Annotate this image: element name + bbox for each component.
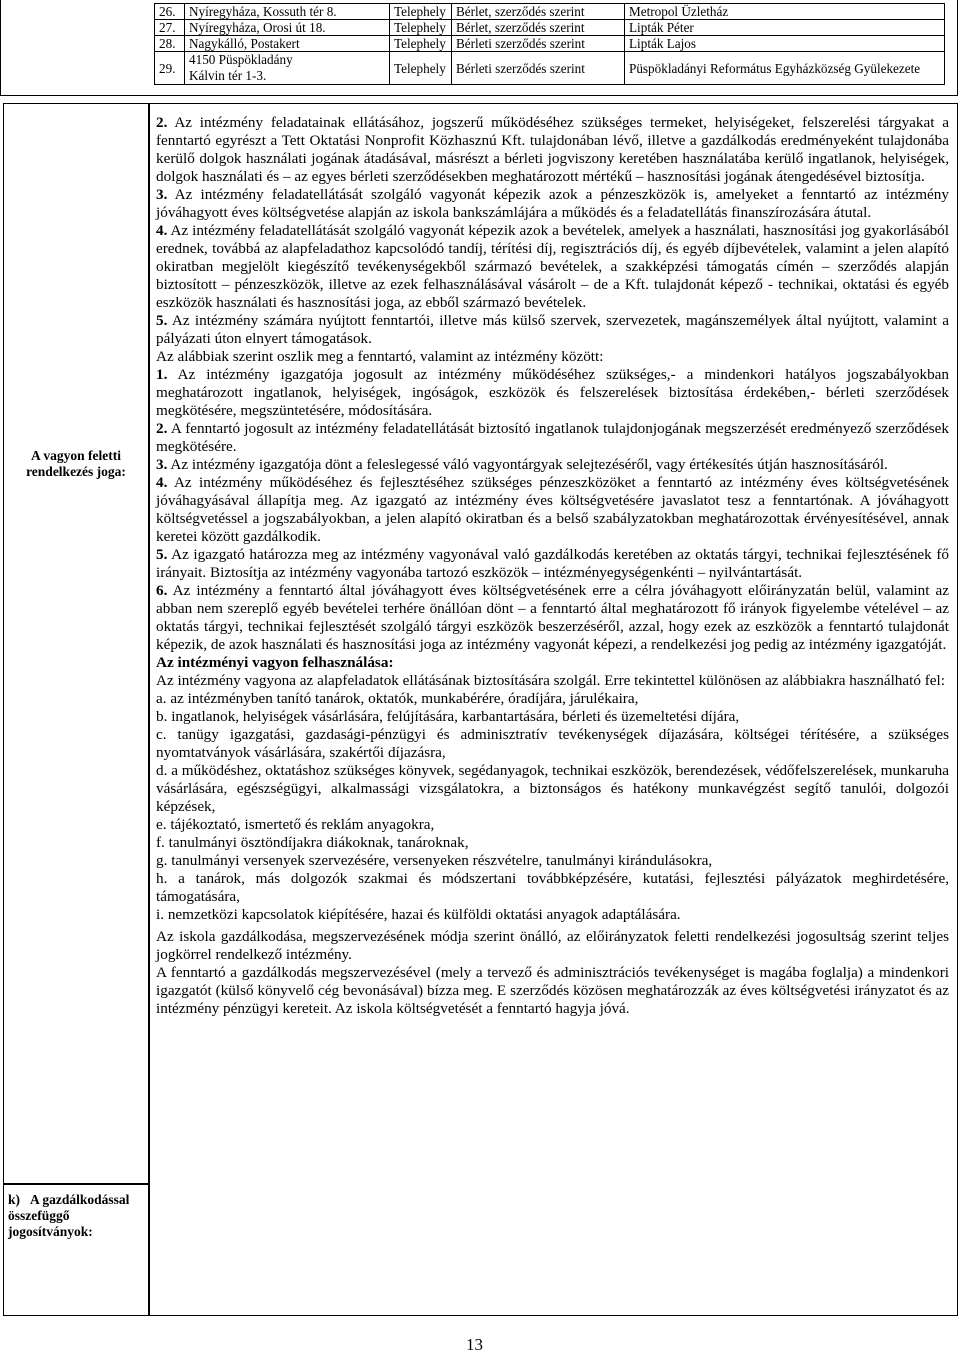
paragraph-number: 4. <box>156 474 168 491</box>
content-column <box>156 114 949 1018</box>
list-item: a. az intézményben tanító tanárok, oktatók, munkabérére, óradíjára, járulékaira, <box>156 690 639 707</box>
row-owner: Lipták Péter <box>625 20 945 36</box>
paragraph-number: 3. <box>156 456 168 473</box>
row-number: 28. <box>155 36 185 52</box>
paragraph-text: A fenntartó jogosult az intézmény feladatellátását biztosító ingatlanok tulajdonjogának megszerzését eredményező szerződések megkötésére. <box>156 420 949 455</box>
paragraph-text: Az intézmény feladatellátását szolgáló vagyonát képezik azok a pénzeszközök is, amelyeket a fenntartó az intézmény jóváhagyott éves költségvetése alapján az iskola bankszámlájára a működés és a feladatellátás finanszírozására átutal. <box>156 186 949 221</box>
paragraph-text: Az igazgató határozza meg az intézmény vagyonával való gazdálkodás keretében az oktatás tárgyi, technikai fejlesztésének fő irányait. Biztosítja az intézmény vagyonába tartozó eszközök – intézményegységenkénti – nyilvántartását. <box>156 546 949 581</box>
list-item: i. nemzetközi kapcsolatok kiépítésére, hazai és külföldi oktatási anyagok adaptálására. <box>156 906 681 923</box>
paragraph-number: 1. <box>156 366 168 383</box>
column-divider <box>148 103 150 1316</box>
table-row <box>155 52 945 85</box>
list-item: g. tanulmányi versenyek szervezésére, versenyeken részvételre, tanulmányi kirándulásokra, <box>156 852 713 869</box>
row-contract: Bérleti szerződés szerint <box>452 36 625 52</box>
paragraph-text: Az intézmény a fenntartó által jóváhagyott éves költségvetésének erre a célra jóváhagyott előirányzatán belül, valamint az abban nem szereplő egyéb bevételei terhére önállóan dönt – a fenntartó által meghatározott fő irányok figyelembe vételével – az oktatás tárgyi, technikai fejlesztését szolgáló tárgyi eszközök beszerzéséről, azzal, hogy ezek az eszközök a fenntartó tulajdonát képezik, de azok használati és hasznosítási joga az intézmény vagyonát képezi, a rendelkezési jog pedig az intézmény igazgatóját. <box>156 582 949 653</box>
paragraph-number: 4. <box>156 222 168 239</box>
usage-title: Az intézményi vagyon felhasználása: <box>156 654 394 671</box>
paragraph-text: Az intézmény feladatellátását szolgáló vagyonát képezik azok a bevételek, amelyek a használati, hasznosítási jog gyakorlásából erednek, továbbá az alapfeladathoz kapcsolódó tandíj, térítési díj, regisztrációs díj, és egyéb díjbevételek, valamint a jelen alapító okiratban megjelölt kiegészítő tevékenységekből származó bevételek, a szakképzési támogatás címén – szerződés alapján biztosított – pénzeszközök, illetve az ezek felhasználásával vásárolt – de a Kft. tulajdonát képező - technikai, oktatási és egyéb eszközök használati és hasznosítási joga, az ebből származó bevételek. <box>156 222 949 311</box>
paragraph-text: Az intézmény igazgatója jogosult az intézmény működéséhez szükséges,- a mindenkori hatályos jogszabályokban meghatározott ingatlanok, helyiségek, ingóságok, eszközök és felszerelések biztosítása érdekében,- bérleti szerződések megkötésére, megszüntetésére, módosítására. <box>156 366 949 419</box>
paragraph-number: 2. <box>156 114 168 131</box>
premises-table <box>154 3 945 85</box>
table-row <box>155 36 945 52</box>
row-number: 29. <box>155 52 185 85</box>
paragraph <box>156 366 949 420</box>
permits-text: A gazdálkodással összefüggő jogosítványok: <box>8 1192 130 1239</box>
table-row <box>155 20 945 36</box>
property-rights-label: A vagyon feletti rendelkezés joga: <box>26 448 126 479</box>
paragraph-text: Az intézmény számára nyújtott fenntartói, illetve más külső szervek, szervezetek, magánszemélyek által nyújtott, valamint a pályázati úton elnyert támogatások. <box>156 312 949 347</box>
row-owner: Metropol Üzletház <box>625 4 945 20</box>
economy-paragraph: Az iskola gazdálkodása, megszervezésének módja szerint önálló, az előirányzatok feletti rendelkezési jogosultság szerint teljes jogkörrel rendelkező intézmény. <box>156 928 949 963</box>
row-address: Nagykálló, Postakert <box>185 36 390 52</box>
list-item: b. ingatlanok, helyiségek vásárlására, felújítására, karbantartására, bérleti és üzemeltetési díjára, <box>156 708 740 725</box>
paragraph-number: 2. <box>156 420 168 437</box>
list-item: h. a tanárok, más dolgozók szakmai és módszertani továbbképzésére, kutatási, fejlesztési pályázatok meghirdetésére, támogatására, <box>156 870 949 905</box>
paragraph-number: 5. <box>156 312 168 329</box>
permits-label <box>8 1192 142 1240</box>
paragraph-text: Az intézmény feladatainak ellátásához, jogszerű működéséhez szükséges termeket, helyiségeket, felszerelési tárgyakat a fenntartó egyrészt a Tett Oktatási Nonprofit Közhasznú Kft. tulajdonában lévő, illetve a gazdálkodás eredményeként tulajdonába kerülő dolgok használati jogának átadásával, másrészt a bérleti jogviszony keretében használatába kerülő ingatlanok, helyiségek, dolgok használati és – az egyes bérleti szerződésekben meghatározott mértékű – hasznosítási jogának átengedésével biztosítja. <box>156 114 949 185</box>
list-item: f. tanulmányi ösztöndíjakra diákoknak, tanároknak, <box>156 834 469 851</box>
row-contract: Bérleti szerződés szerint <box>452 52 625 85</box>
usage-intro: Az intézmény vagyona az alapfeladatok ellátásának biztosítására szolgál. Erre tekintettel különösen az alábbiakra használható fel: <box>156 672 945 689</box>
paragraph <box>156 312 949 348</box>
paragraph-number: 6. <box>156 582 168 599</box>
row-address: Nyíregyháza, Orosi út 18. <box>185 20 390 36</box>
list-item: e. tájékoztató, ismertető és reklám anyagokra, <box>156 816 435 833</box>
address-line: 4150 Püspökladány <box>189 52 293 67</box>
permits-letter: k) <box>8 1192 21 1207</box>
paragraph <box>156 114 949 186</box>
row-number: 27. <box>155 20 185 36</box>
row-type: Telephely <box>390 52 452 85</box>
row-address <box>185 52 390 85</box>
list-item: d. a működéshez, oktatáshoz szükséges könyvek, segédanyagok, technikai eszközök, berendezések, védőfelszerelések, munkaruha vásárlására, egészségügyi, alkalmassági vizsgálatokra, a biztonságos és hatékony munkavégzést segítő tanulói, dolgozói képzések, <box>156 762 949 815</box>
row-type: Telephely <box>390 36 452 52</box>
row-contract: Bérlet, szerződés szerint <box>452 4 625 20</box>
paragraph-number: 5. <box>156 546 168 563</box>
row-owner: Lipták Lajos <box>625 36 945 52</box>
address-line: Kálvin tér 1-3. <box>189 68 267 83</box>
row-number: 26. <box>155 4 185 20</box>
paragraph <box>156 546 949 582</box>
paragraph <box>156 456 949 474</box>
paragraph-text: Az intézmény működéséhez és fejlesztéséhez szükséges pénzeszközöket a fenntartó az intézmény éves költségvetésének jóváhagyásával állapítja meg. Az igazgató az intézmény éves költségvetésére javaslatot tesz a fenntartónak. A jóváhagyott költségvetéssel a jogszabályokban, a jelen alapító okiratban és a belső szabályzatokban meghatározottak érvényesítésével, annak keretei között gazdálkodik. <box>156 474 949 545</box>
paragraph-text: Az intézmény igazgatója dönt a feleslegessé váló vagyontárgyak selejtezéséről, vagy értékesítés útján hasznosításáról. <box>170 456 888 473</box>
paragraph <box>156 474 949 546</box>
row-type: Telephely <box>390 4 452 20</box>
paragraph-number: 3. <box>156 186 168 203</box>
table-row <box>155 4 945 20</box>
paragraph <box>156 222 949 312</box>
page-number: 13 <box>466 1335 483 1354</box>
row-type: Telephely <box>390 20 452 36</box>
paragraph <box>156 420 949 456</box>
row-address: Nyíregyháza, Kossuth tér 8. <box>185 4 390 20</box>
paragraph <box>156 186 949 222</box>
row-divider <box>3 1183 149 1185</box>
final-paragraph: A fenntartó a gazdálkodás megszervezésével (mely a tervező és adminisztrációs tevékenységet is magába foglalja) a mindenkori igazgatót (külső könyvelő cég bevonásával) bízza meg. E szerződés közösen meghatározzák az éves költségvetési irányzatot és az intézmény pénzügyi kereteit. Az iskola költségvetését a fenntartó hagyja jóvá. <box>156 964 949 1017</box>
row-contract: Bérlet, szerződés szerint <box>452 20 625 36</box>
list-item: c. tanügy igazgatási, gazdasági-pénzügyi és adminisztratív tevékenységek díjazására, költségei térítésére, a szükséges nyomtatványok vásárlására, szakértői díjazásra, <box>156 726 949 761</box>
row-owner: Püspökladányi Református Egyházközség Gyülekezete <box>625 52 945 85</box>
paragraph <box>156 582 949 654</box>
intro-line: Az alábbiak szerint oszlik meg a fenntartó, valamint az intézmény között: <box>156 348 604 365</box>
